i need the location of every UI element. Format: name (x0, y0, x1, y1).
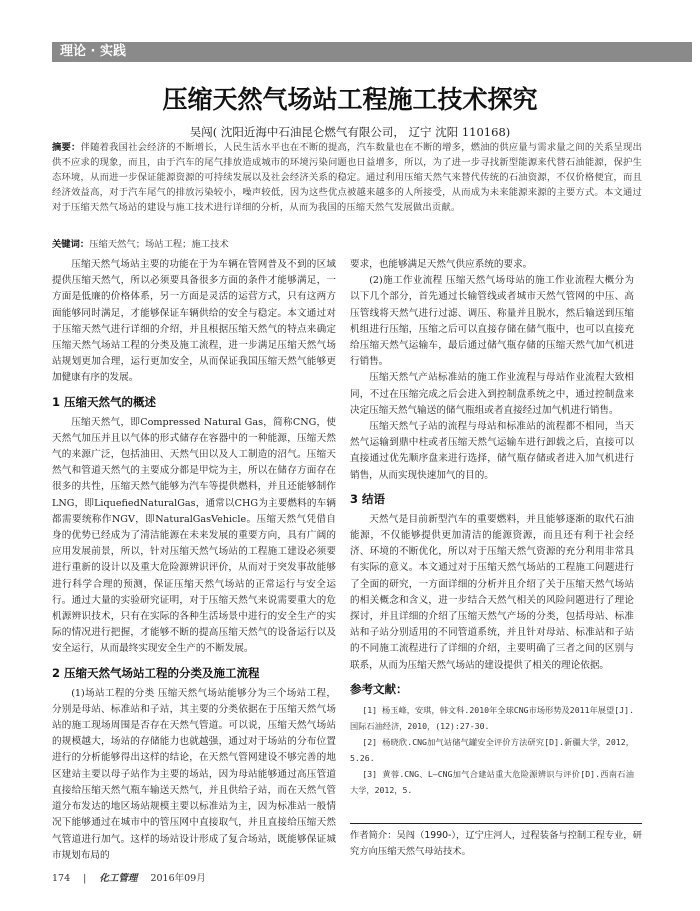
keywords-text: 压缩天然气；场站工程；施工技术 (89, 239, 229, 250)
reference-item: [1] 杨玉峰，安琪，韩文科.2010年全球CNG市场形势及2011年展望[J].国际石油经济，2010，(12):27-30. (350, 704, 634, 731)
intro-paragraph: 压缩天然气场站主要的功能在于为车辆在管网普及不到的区域提供压缩天然气，所以必须要具备很多方面的条件才能够满足，一方面是低廉的价格体系，另一方面是灵活的运营方式，只有这两方面能够同时满足，才能够保证车辆供给的安全与稳定。本文通过对于压缩天然气进行详细的介绍，并且根据压缩天然气的特点来确定压缩天然气场站工程的分类及施工流程，进一步满足压缩天然气场站规划更加合理，运行更加安全，从而保证我国压缩天然气能够更加健康有序的发展。 (52, 259, 336, 384)
article-title: 压缩天然气场站工程施工技术探究 (162, 85, 538, 114)
journal-name: 化工管理 (99, 873, 138, 884)
author-bio: 作者简介：吴闯（1990-），辽宁庄河人，过程装备与控制工程专业，研究方向压缩天然气母站技术。 (350, 823, 642, 860)
abstract-label: 摘要： (52, 142, 81, 153)
references-list (350, 702, 634, 798)
page-number: 174 (52, 873, 71, 884)
section-2-heading: 2 压缩天然气场站工程的分类及施工流程 (52, 665, 260, 680)
section-3-paragraph: 天然气是目前新型汽车的重要燃料，并且能够逐渐的取代石油能源，不仅能够提供更加清洁的能源资源，而且还有利于社会经济、环境的不断优化，所以对于压缩天然气资源的充分利用非常具有实际的意义。本文通过对于压缩天然气场站的工程施工问题进行了全面的研究，一方面详细的分析并且介绍了关于压缩天然气场站的相关概念和含义，进一步结合天然气相关的风险问题进行了理论探讨，并且详细的介绍了压缩天然气产场的分类，包括母站、标准站和子站分别适用的不同管道系统，并且针对母站、标准站和子站的不同施工流程进行了详细的介绍，主要明确了三者之间的区别与联系，从而为压缩天然气场站的建设提供了相关的理论依据。 (350, 513, 634, 671)
abstract (52, 140, 642, 215)
reference-item: [2] 杨晓欣.CNG加气站储气罐安全评价方法研究[D].新疆大学，2012，5.26. (350, 736, 634, 763)
references-heading: 参考文献： (350, 681, 408, 696)
section-3-heading: 3 结语 (350, 491, 386, 506)
section-2-paragraph-1: (1)场站工程的分类 压缩天然气场站能够分为三个场站工程，分别是母站、标准站和子站，其主要的分类依据在于压缩天然气场站的施工现场周围是否存在天然气管道。可以说，压缩天然气场站的规模越大，场站的存储能力也就越强，通过对于场站的分布位置进行的分析能够得出这样的结论，在天然气管网建设不够完善的地区建站主要以母子站作为主要的场站，因为母站能够通过高压管道直接给压缩天然气瓶车输送天然气，并且供给子站，而在天然气管道分布发达的地区场站规模主要以标准站为主，因为标准站一般情况下能够通过在城市中的管压网中直接取气，并且直接给压缩天然气管道进行加气。这样的场站设计形成了复合场站，既能够保证城市规划布局的 (52, 687, 336, 861)
section-1-heading: 1 压缩天然气的概述 (52, 394, 157, 409)
page-footer (52, 870, 648, 884)
section-2-paragraph-2: (2)施工作业流程 压缩天然气场母站的施工作业流程大概分为以下几个部分，首先通过长输管线或者城市天然气管网的中压、高压管线将天然气进行过滤、调压、称量并且脱水，然后输送到压缩机组进行压缩，压缩之后可以直接存储在储气瓶中，也可以直接充给压缩天然气运输车，最后通过储气瓶存储的压缩天然气加气机进行销售。 (350, 275, 634, 368)
left-column (52, 257, 336, 864)
footer-separator: | (83, 873, 87, 884)
abstract-text: 伴随着我国社会经济的不断增长，人民生活水平也在不断的提高，汽车数量也在不断的增多，燃油的供应量与需求量之间的关系呈现出供不应求的现象，而且，由于汽车的尾气排放造成城市的环境污染问题也日益增多，所以，为了进一步寻找新型能源来代替石油能源，保护生态环境，从而进一步保证能源资源的可持续发展以及社会经济关系的稳定。通过利用压缩天然气来替代传统的石油资源，不仅价格便宜，而且经济效益高，对于汽车尾气的排放污染较小，噪声较低，因为这些优点被越来越多的人所接受，从而成为未来能源来源的主要方式。本文通过对于压缩天然气场站的建设与施工技术进行详细的分析，从而为我国的压缩天然气发展做出贡献。 (52, 142, 642, 213)
section-2-paragraph-4: 压缩天然气子站的流程与母站和标准站的流程都不相同，当天然气运输到鼎中柱或者压缩天然气运输车进行卸载之后，直接可以直接通过优先顺序盘来进行选择，储气瓶存储或者进入加气机进行销售，从而实现快速加气的目的。 (350, 421, 634, 481)
keywords-label: 关键词： (52, 239, 90, 250)
keywords (52, 237, 642, 252)
right-column (350, 257, 634, 798)
continued-paragraph: 要求，也能够满足天然气供应系统的要求。 (350, 259, 533, 270)
section-tag: 理论 · 实践 (52, 42, 692, 62)
issue-date: 2016年09月 (150, 873, 206, 884)
section-1-paragraph: 压缩天然气，即Compressed Natural Gas，简称CNG，使天然气加压并且以气体的形式储存在容器中的一种能源，压缩天然气的来源广泛，包括油田、天然气田以及人工制造的沼气。压缩天然气和管道天然气的主要成分都是甲烷为主，所以在储存方面存在很多的共性，压缩天然气能够为汽车等提供燃料，并且还能够制作LNG，即LiquefiedNaturalGas，通常以CHG为主要燃料的车辆都需要统称作NGV，即NaturalGasVehicle。压缩天然气凭借自身的优势已经成为了清洁能源在未来发展的重要方向，具有广阔的应用发展前景，所以，针对压缩天然气场站的工程施工建设必须要进行重新的设计以及重大危险源辨识评价，从而对于突发事故能够进行科学合理的预测，保证压缩天然气场站的正常运行与安全运行。通过大量的实验研究证明，对于压缩天然气来说需要重大的危机源辨识技术，只有在实际的各种生活场景中进行的安全生产的实际的情况进行把握，才能够不断的提高压缩天然气的设备运行以及安全运行，从而最终实现安全生产的不断发展。 (52, 416, 336, 655)
reference-item: [3] 黄蓉.CNG、L—CNG加气合建站重大危险源辨识与评价[D].西南石油大学，2012，5. (350, 768, 634, 795)
section-2-paragraph-3: 压缩天然气产站标准站的施工作业流程与母站作业流程大致相同，不过在压缩完成之后会进入到控制盘系统之中，通过控制盘来决定压缩天然气输送的储气瓶组或者直接经过加气机进行销售。 (350, 372, 634, 416)
author-affiliation: 吴闯( 沈阳近海中石油昆仑燃气有限公司， 辽宁 沈阳 110168) (189, 125, 511, 139)
